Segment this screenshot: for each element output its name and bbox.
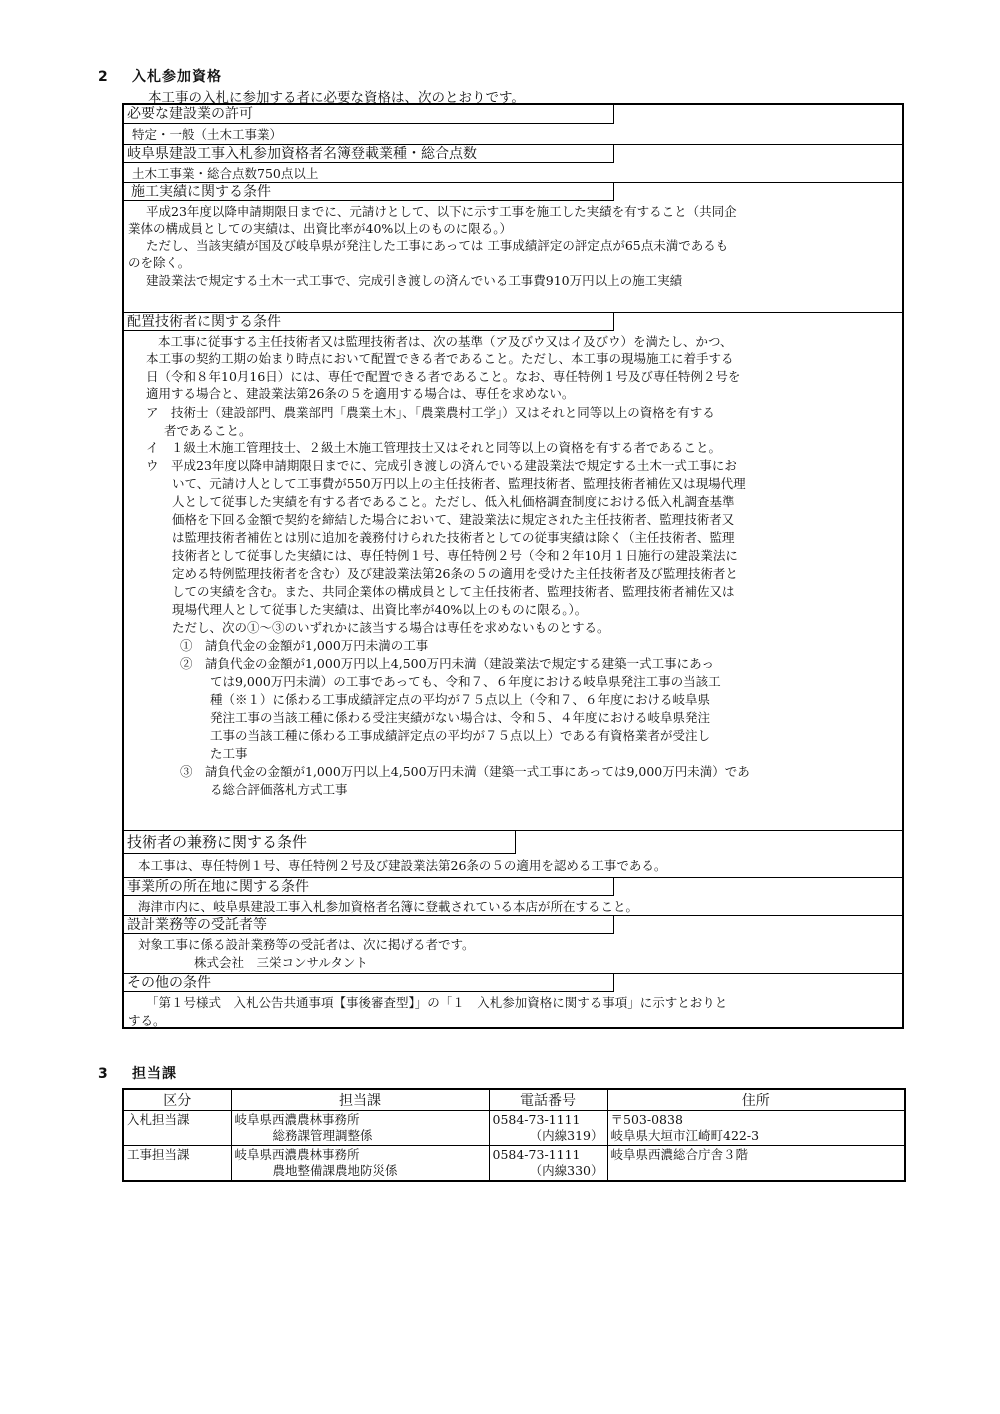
dept-name: 総務課管理調整係 (272, 1128, 373, 1143)
record-line: ただし、当該実績が国及び岐阜県が発注した工事にあっては 工事成績評定の評定点が65点未満であるも (146, 238, 729, 253)
office-name: 岐阜県西濃農林事務所 (234, 1147, 360, 1162)
engineer-line: 価格を下回る金額で契約を締結した場合において、建設業法に規定された主任技術者、監理技術者又 (172, 512, 735, 527)
office-name: 岐阜県西濃農林事務所 (234, 1112, 360, 1127)
cell-tel (489, 1111, 607, 1146)
header-kubun: 区分 (123, 1089, 231, 1111)
record-line: 業体の構成員としての実績は、出資比率が40%以上のものに限る。） (128, 221, 513, 236)
engineer-line: 現場代理人として従事した実績は、出資比率が40%以上のものに限る。）。 (172, 602, 588, 617)
registry-header: 岐阜県建設工事入札参加資格者名簿登載業種・総合点数 (124, 144, 614, 163)
engineer-header: 配置技術者に関する条件 (124, 312, 614, 331)
dual-header: 技術者の兼務に関する条件 (124, 830, 516, 854)
address-line: 岐阜県西濃総合庁舎３階 (610, 1147, 749, 1162)
section-3-heading: 担当課 (132, 1066, 177, 1082)
tel-number: 0584-73-1111 (492, 1147, 581, 1162)
cell-kubun: 入札担当課 (123, 1111, 231, 1146)
record-line: 建設業法で規定する土木一式工事で、完成引き渡しの済んでいる工事費910万円以上の施工実績 (146, 273, 683, 288)
header-office: 担当課 (231, 1089, 489, 1111)
registry-value: 土木工事業・総合点数750点以上 (132, 166, 319, 181)
cell-office (231, 1111, 489, 1146)
header-address: 住所 (607, 1089, 905, 1111)
engineer-line: 日（令和８年10月16日）には、専任で配置できる者であること。なお、専任特例１号及び専任特例２号を (146, 369, 741, 384)
engineer-line: た工事 (210, 746, 248, 761)
tel-extension: （内線319） (529, 1128, 604, 1143)
engineer-line: る総合評価落札方式工事 (210, 782, 348, 797)
section-3-number: 3 (98, 1066, 109, 1082)
engineer-line: ては9,000万円未満）の工事であっても、令和７、６年度における岐阜県発注工事の当該工 (210, 674, 721, 689)
engineer-line: ② 請負代金の金額が1,000万円以上4,500万円未満（建設業法で規定する建築一式工事にあっ (180, 656, 714, 671)
table-header-row (123, 1089, 905, 1111)
location-header: 事業所の所在地に関する条件 (124, 877, 614, 896)
address-line: 〒503-0838 (610, 1112, 683, 1127)
design-value: 対象工事に係る設計業務等の受託者は、次に掲げる者です。 (138, 937, 475, 952)
engineer-line: ③ 請負代金の金額が1,000万円以上4,500万円未満（建築一式工事にあっては9,000万円未満）であ (180, 764, 750, 779)
cell-address (607, 1111, 905, 1146)
engineer-line: 種（※１）に係わる工事成績評定点の平均が７５点以上（令和７、６年度における岐阜県 (210, 692, 711, 707)
qualification-frame (122, 103, 904, 1029)
engineer-line: は監理技術者補佐とは別に追加を義務付けられた技術者としての従事実績は除く（主任技術者、監理 (172, 530, 735, 545)
design-company: 株式会社 三栄コンサルタント (194, 955, 368, 970)
location-value: 海津市内に、岐阜県建設工事入札参加資格者名簿に登載されている本店が所在すること。 (138, 899, 639, 914)
engineer-line: いて、元請け人として工事費が550万円以上の主任技術者、監理技術者、監理技術者補佐又は現場代理 (172, 476, 746, 491)
tel-extension: （内線330） (529, 1163, 604, 1178)
engineer-line: 本工事に従事する主任技術者又は監理技術者は、次の基準（ア及びウ又はイ及びウ）を満たし、かつ、 (158, 334, 733, 349)
engineer-line: しての実績を含む。また、共同企業体の構成員として主任技術者、監理技術者、監理技術者補佐又は (172, 584, 735, 599)
table-row (123, 1146, 905, 1182)
engineer-line: ① 請負代金の金額が1,000万円未満の工事 (180, 638, 429, 653)
engineer-line: ア 技術士（建設部門、農業部門「農業土木」、「農業農村工学」）又はそれと同等以上の資格を有する (146, 405, 715, 420)
tel-number: 0584-73-1111 (492, 1112, 581, 1127)
table-row (123, 1111, 905, 1146)
other-line: 「第１号様式 入札公告共通事項【事後審査型】」の「１ 入札参加資格に関する事項」に示すとおりと (146, 995, 728, 1010)
cell-office (231, 1146, 489, 1182)
other-header: その他の条件 (124, 973, 614, 992)
dept-name: 農地整備課農地防災係 (272, 1163, 398, 1178)
record-line: のを除く。 (128, 255, 191, 270)
section-3-title (98, 1063, 177, 1083)
section-2-heading: 入札参加資格 (132, 69, 222, 85)
section-2-intro: 本工事の入札に参加する者に必要な資格は、次のとおりです。 (148, 90, 525, 106)
cell-kubun: 工事担当課 (123, 1146, 231, 1182)
engineer-line: 者であること。 (164, 423, 252, 438)
engineer-line: 工事の当該工種に係わる工事成績評定点の平均が７５点以上）である有資格業者が受注し (210, 728, 711, 743)
engineer-line: 適用する場合と、建設業法第26条の５を適用する場合は、専任を求めない。 (146, 386, 575, 401)
engineer-line: 技術者として従事した実績には、専任特例１号、専任特例２号（令和２年10月１日施行の建設業法に (172, 548, 738, 563)
engineer-line: 人として従事した実績を有する者であること。ただし、低入札価格調査制度における低入札調査基準 (172, 494, 735, 509)
dual-value: 本工事は、専任特例１号、専任特例２号及び建設業法第26条の５の適用を認める工事である。 (138, 858, 667, 873)
engineer-line: 発注工事の当該工種に係わる受注実績がない場合は、令和５、４年度における岐阜県発注 (210, 710, 711, 725)
engineer-line: 本工事の契約工期の始まり時点において配置できる者であること。ただし、本工事の現場施工に着手する (146, 351, 734, 366)
cell-address (607, 1146, 905, 1182)
other-line: する。 (128, 1013, 166, 1028)
section-2-number: 2 (98, 69, 109, 85)
engineer-line: ただし、次の①～③のいずれかに該当する場合は専任を求めないものとする。 (172, 620, 610, 635)
license-header: 必要な建設業の許可 (124, 105, 614, 124)
address-line: 岐阜県大垣市江崎町422-3 (610, 1128, 760, 1143)
license-value: 特定・一般（土木工事業） (132, 127, 283, 142)
record-line: 平成23年度以降申請期限日までに、元請けとして、以下に示す工事を施工した実績を有すること（共同企 (146, 204, 737, 219)
engineer-line: イ １級土木施工管理技士、２級土木施工管理技士又はそれと同等以上の資格を有する者であること。 (146, 440, 722, 455)
engineer-line: 定める特例監理技術者を含む）及び建設業法第26条の５の適用を受けた主任技術者及び監理技術者と (172, 566, 738, 581)
record-header: 施工実績に関する条件 (124, 182, 614, 201)
design-header: 設計業務等の受託者等 (124, 915, 614, 934)
header-tel: 電話番号 (489, 1089, 607, 1111)
contact-table (122, 1088, 906, 1182)
section-2-title (98, 66, 222, 86)
cell-tel (489, 1146, 607, 1182)
engineer-line: ウ 平成23年度以降申請期限日までに、完成引き渡しの済んでいる建設業法で規定する土木一式工事にお (146, 458, 737, 473)
